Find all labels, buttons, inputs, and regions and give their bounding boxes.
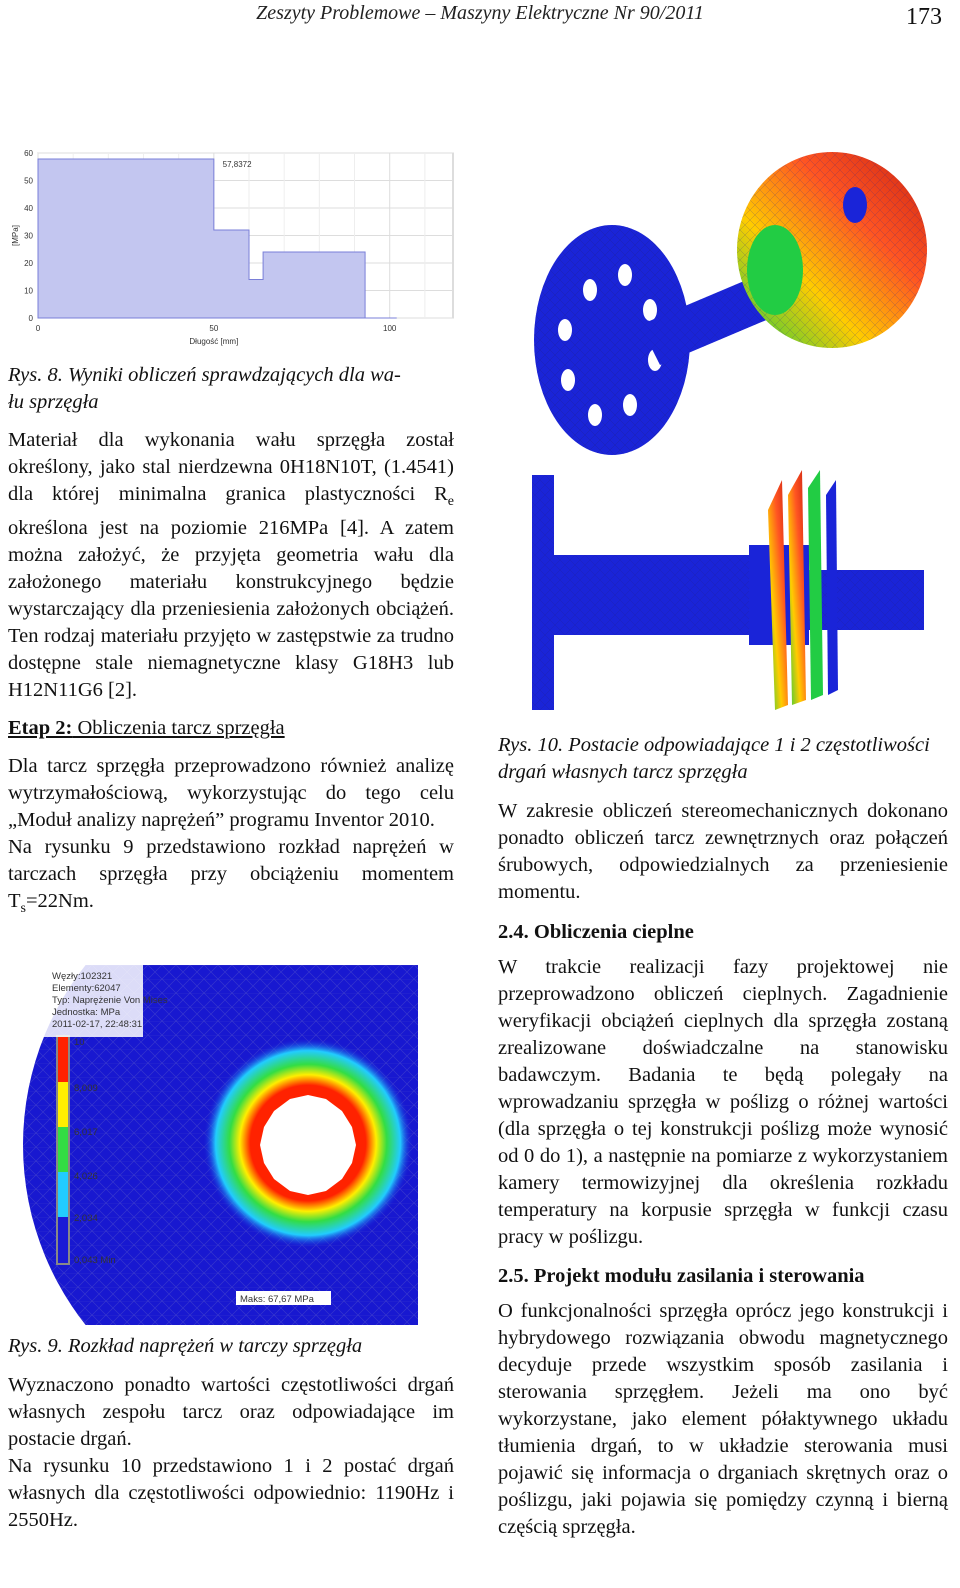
etap-text: Obliczenia tarcz sprzęgła — [72, 717, 285, 740]
y-tick-label: 0 — [28, 314, 33, 323]
stress-chart-svg — [8, 145, 468, 355]
paragraph-material — [8, 427, 454, 704]
fig9-scale-label: 0,043 Min — [74, 1255, 116, 1266]
max-stress-label: Maks: 67,67 MPa — [240, 1294, 314, 1305]
journal-title: Zeszyty Problemowe – Maszyny Elektryczne Nr 90/2011 — [256, 2, 704, 24]
paragraph-material-a: Materiał dla wykonania wału sprzęgła został określony, jako stal nierdzewna 0H18N10T, (1.4541) dla której minimalna granica plastyczności R — [8, 429, 454, 505]
x-tick-label: 100 — [383, 324, 397, 333]
re-subscript: e — [447, 494, 454, 510]
fig9-info-line: 2011-02-17, 22:48:31 — [52, 1019, 143, 1030]
paragraph-analysis: Dla tarcz sprzęgła przeprowadzono również analizę wytrzymałościową, wykorzystując do tego celu „Moduł analizy naprężeń” programu Inventor 2010. — [8, 755, 454, 832]
x-tick-label: 50 — [209, 324, 219, 333]
fig9-info-line: Typ: Naprężenie Von Mises — [52, 995, 168, 1006]
etap-heading — [8, 715, 454, 742]
y-tick-label: 60 — [24, 149, 33, 158]
page-number: 173 — [906, 4, 942, 30]
y-tick-label: 40 — [24, 204, 33, 213]
page-header — [0, 2, 960, 32]
figure-10-mode-shapes — [520, 150, 950, 730]
left-column-bottom — [8, 1333, 454, 1534]
paragraph-frequencies: Wyznaczono ponadto wartości częstotliwości drgań własnych zespołu tarcz oraz odpowiadające im postacie drgań. — [8, 1374, 454, 1450]
fig9-info-line: Elementy:62047 — [52, 983, 121, 994]
paragraph-stereomechanical: W zakresie obliczeń stereomechanicznych dokonano ponadto obliczeń tarcz zewnętrznych oraz połączeń śrubowych, odpowiedzialnych za przeniesienie momentu. — [498, 800, 948, 903]
paragraph-material-b: określona jest na poziomie 216MPa [4]. A zatem można założyć, że przyjęta geometria wału dla założonego materiału konstrukcyjnego będzie wystarczający dla przeniesienia założonych obciążeń. Ten rodzaj materiału przyjęto w zastępstwie za trudno dostępne stale niemagnetyczne klasy G18H3 lub H12N11G6 [2]. — [8, 517, 454, 702]
fig9-info-line: Węzły:102321 — [52, 971, 113, 982]
x-axis-label: Długość [mm] — [189, 337, 239, 346]
section-heading-2-4: 2.4. Obliczenia cieplne — [498, 921, 694, 943]
fig9-scale-label: 2,034 — [74, 1213, 98, 1224]
left-column — [8, 362, 454, 922]
y-axis-label: [MPa] — [11, 225, 20, 246]
figure-9-caption: Rys. 9. Rozkład naprężeń w tarczy sprzęgła — [8, 1335, 363, 1357]
fig9-scale-label: 4,026 — [74, 1171, 98, 1182]
x-tick-label: 0 — [35, 324, 41, 333]
fig9-info-line: Jednostka: MPa — [52, 1007, 121, 1018]
max-value-annotation: 57,8372 — [222, 160, 252, 170]
stress-chart — [8, 145, 468, 355]
mode-shapes-svg — [520, 150, 950, 730]
fig9-scale-label: 6,017 — [74, 1127, 98, 1138]
stress-disc-svg — [8, 965, 418, 1325]
paragraph-figure9-ref-b: =22Nm. — [25, 890, 94, 913]
paragraph-figure10-ref: Na rysunku 10 przedstawiono 1 i 2 postać drgań własnych dla częstotliwości odpowiednio: 1190Hz i 2550Hz. — [8, 1455, 454, 1531]
section-heading-2-5: 2.5. Projekt modułu zasilania i sterowania — [498, 1265, 865, 1287]
paragraph-power-control: O funkcjonalności sprzęgła oprócz jego konstrukcji i hybrydowego rozwiązania obwodu magnetycznego decyduje przede wszystkim sposób zasilania i sterowania sprzęgłem. Jeżeli ma ono być wykorzystane, jako element półaktywnego układu tłumienia drgań, to w układzie sterowania musi pojawić się informacja o drganiach skrętnych oraz o poślizgu, jaki pojawia się pomiędzy czynną i bierną częścią sprzęgła. — [498, 1300, 948, 1538]
right-column — [498, 732, 948, 1541]
ts-subscript: s — [20, 901, 26, 917]
paragraph-thermal: W trakcie realizacji fazy projektowej nie przeprowadzono obliczeń cieplnych. Zagadnienie weryfikacji obciążeń cieplnych dla sprzęgła zostaną zrealizowane doświadczalne na stanowisku badawczym. Badania te będą polegały na wprowadzaniu sprzęgła w poślizg o różnej wartości (dla sprzęgła o tej konstrukcji poślizg może wynosić od 0 do 1), a następnie na pomiarze z wykorzystaniem kamery termowizyjnej dla określenia rozkładu temperatury na korpusie sprzęgła w funkcji czasu pracy w poślizgu. — [498, 956, 948, 1248]
figure-10-caption: Rys. 10. Postacie odpowiadające 1 i 2 częstotliwości drgań własnych tarcz sprzęgła — [498, 734, 930, 783]
figure-8-caption: Rys. 8. Wyniki obliczeń sprawdzających dla wa- łu sprzęgła — [8, 364, 401, 413]
paragraph-figure9-ref-a: Na rysunku 9 przedstawiono rozkład naprężeń w tarczach sprzęgła przy obciążeniu momentem T — [8, 836, 454, 913]
y-tick-label: 50 — [24, 176, 33, 186]
fig9-scale-label: 10 — [74, 1037, 85, 1048]
paragraph-figure9-ref — [8, 834, 454, 922]
y-tick-label: 10 — [24, 286, 33, 296]
etap-label: Etap 2: — [8, 717, 73, 740]
fig9-scale-label: 8,009 — [74, 1083, 98, 1094]
y-tick-label: 20 — [24, 259, 33, 268]
y-tick-label: 30 — [24, 231, 33, 241]
figure-9-stress-disc — [8, 965, 418, 1325]
